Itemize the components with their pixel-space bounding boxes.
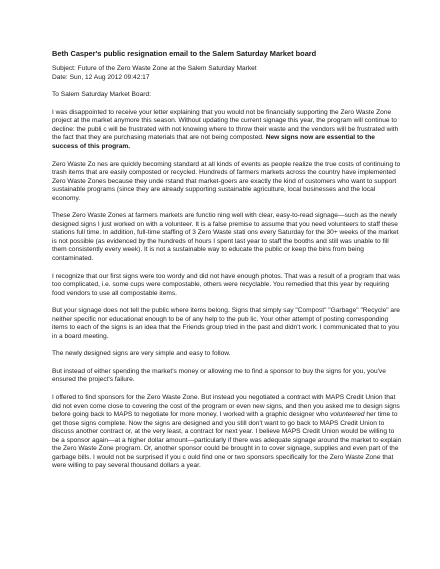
paragraph-1-emphasis: New signs now are essential to the success of this program. (52, 134, 375, 150)
email-subject: Subject: Future of the Zero Waste Zone at the Salem Saturday Market (52, 65, 257, 72)
paragraph-1-text: I was disappointed to receive your letter explaining that you would not be financially supporting the Zero Waste Zone project at the market anymore this season. Without updating the current signage this year, the program will continue to decline: the publi c will be frustrated with not knowing where to throw their waste and the vendors will be frustrated with the fact that they are purchasing materials that are not being composted. (52, 108, 399, 142)
paragraph-3: These Zero Waste Zones at farmers markets are functio ning well with clear, easy-to-read signage—such as the newly designed signs I just worked on with a volunteer. It is a false premise to assume that you need volunteers to staff these stations full time. In addition, full-time staffing of 3 Zero Waste stati ons every Saturday for the 30+ weeks of the market is not possible (as evidenced by the hundreds of hours I spent last year to staff the booths and still was unable to fill them consistently every week). It is not a sustainable way to educate the public or keep the bins from being contaminated. (52, 212, 399, 262)
paragraph-2: Zero Waste Zo nes are quickly becoming standard at all kinds of events as people realize the true costs of continuing to trash items that are easily composted or recycled. Hundreds of farmers markets across the country have implemented Zero Waste Zones because they unde rstand that market-goers are exactly the kind of customers who want to support sustainable programs (since they are already supporting sustainable agriculture, local businesses and the local economy. (52, 160, 401, 202)
paragraph-4: I recognize that our first signs were too wordy and did not have enough photos. That was a result of a program that was too complicated, i.e. some cups were compostable, others were recyclable. You remedied that this year by requiring food vendors to use all compostable items. (52, 272, 401, 297)
paragraph-7: But instead of either spending the market's money or allowing me to find a sponsor to buy the signs for you, you've ensured the project's failure. (52, 367, 386, 384)
salutation: To Salem Saturday Market Board: (52, 91, 151, 99)
paragraph-8 (52, 394, 402, 471)
paragraph-8-text-after: her time to get those signs complete. Now the signs are designed and you still don't want to go back to MAPS Credit Union to discuss another contract or, at the very least, a contract for next year. I believe MAPS Credit Union would be willing to be a sponsor again—at a higher dollar amount—particularly if there was adequate signage around the market to explain the Zero Waste Zone program. Or, another sponsor could be brought in to cover signage, supplies and even part of the garbage bills. I would not be surprised if you c ould find one or two sponsors specifically for the Zero Waste Zone that were willing to pay several thousand dollars a year. (52, 411, 402, 470)
paragraph-6: The newly designed signs are very simple and easy to follow. (52, 350, 231, 358)
paragraph-8-italic: volunteered (330, 411, 365, 419)
paragraph-1 (52, 109, 402, 152)
email-date: Date: Sun, 12 Aug 2012 09:42:17 (52, 73, 150, 81)
paragraph-8-text-before: I offered to find sponsors for the Zero Waste Zone. But instead you negotiated a contract with MAPS Credit Union that did not even come close to covering the cost of the program or even new signs, and then you asked me to design signs before going back to MAPS to negotiate for more money. I worked with a graphic designer who (52, 394, 400, 419)
document-title: Beth Casper's public resignation email to the Salem Saturday Market board (52, 49, 317, 58)
paragraph-5: But your signage does not tell the public where items belong. Signs that simply say "Compost" "Garbage" "Recycle" are neither specific nor educational enough to be of any help to the pub lic. Your other attempt of posting corresponding items to each of the signs is an idea that the Friends group tried in the past and didn't work. I communicated that to you in a board meeting. (52, 307, 400, 340)
